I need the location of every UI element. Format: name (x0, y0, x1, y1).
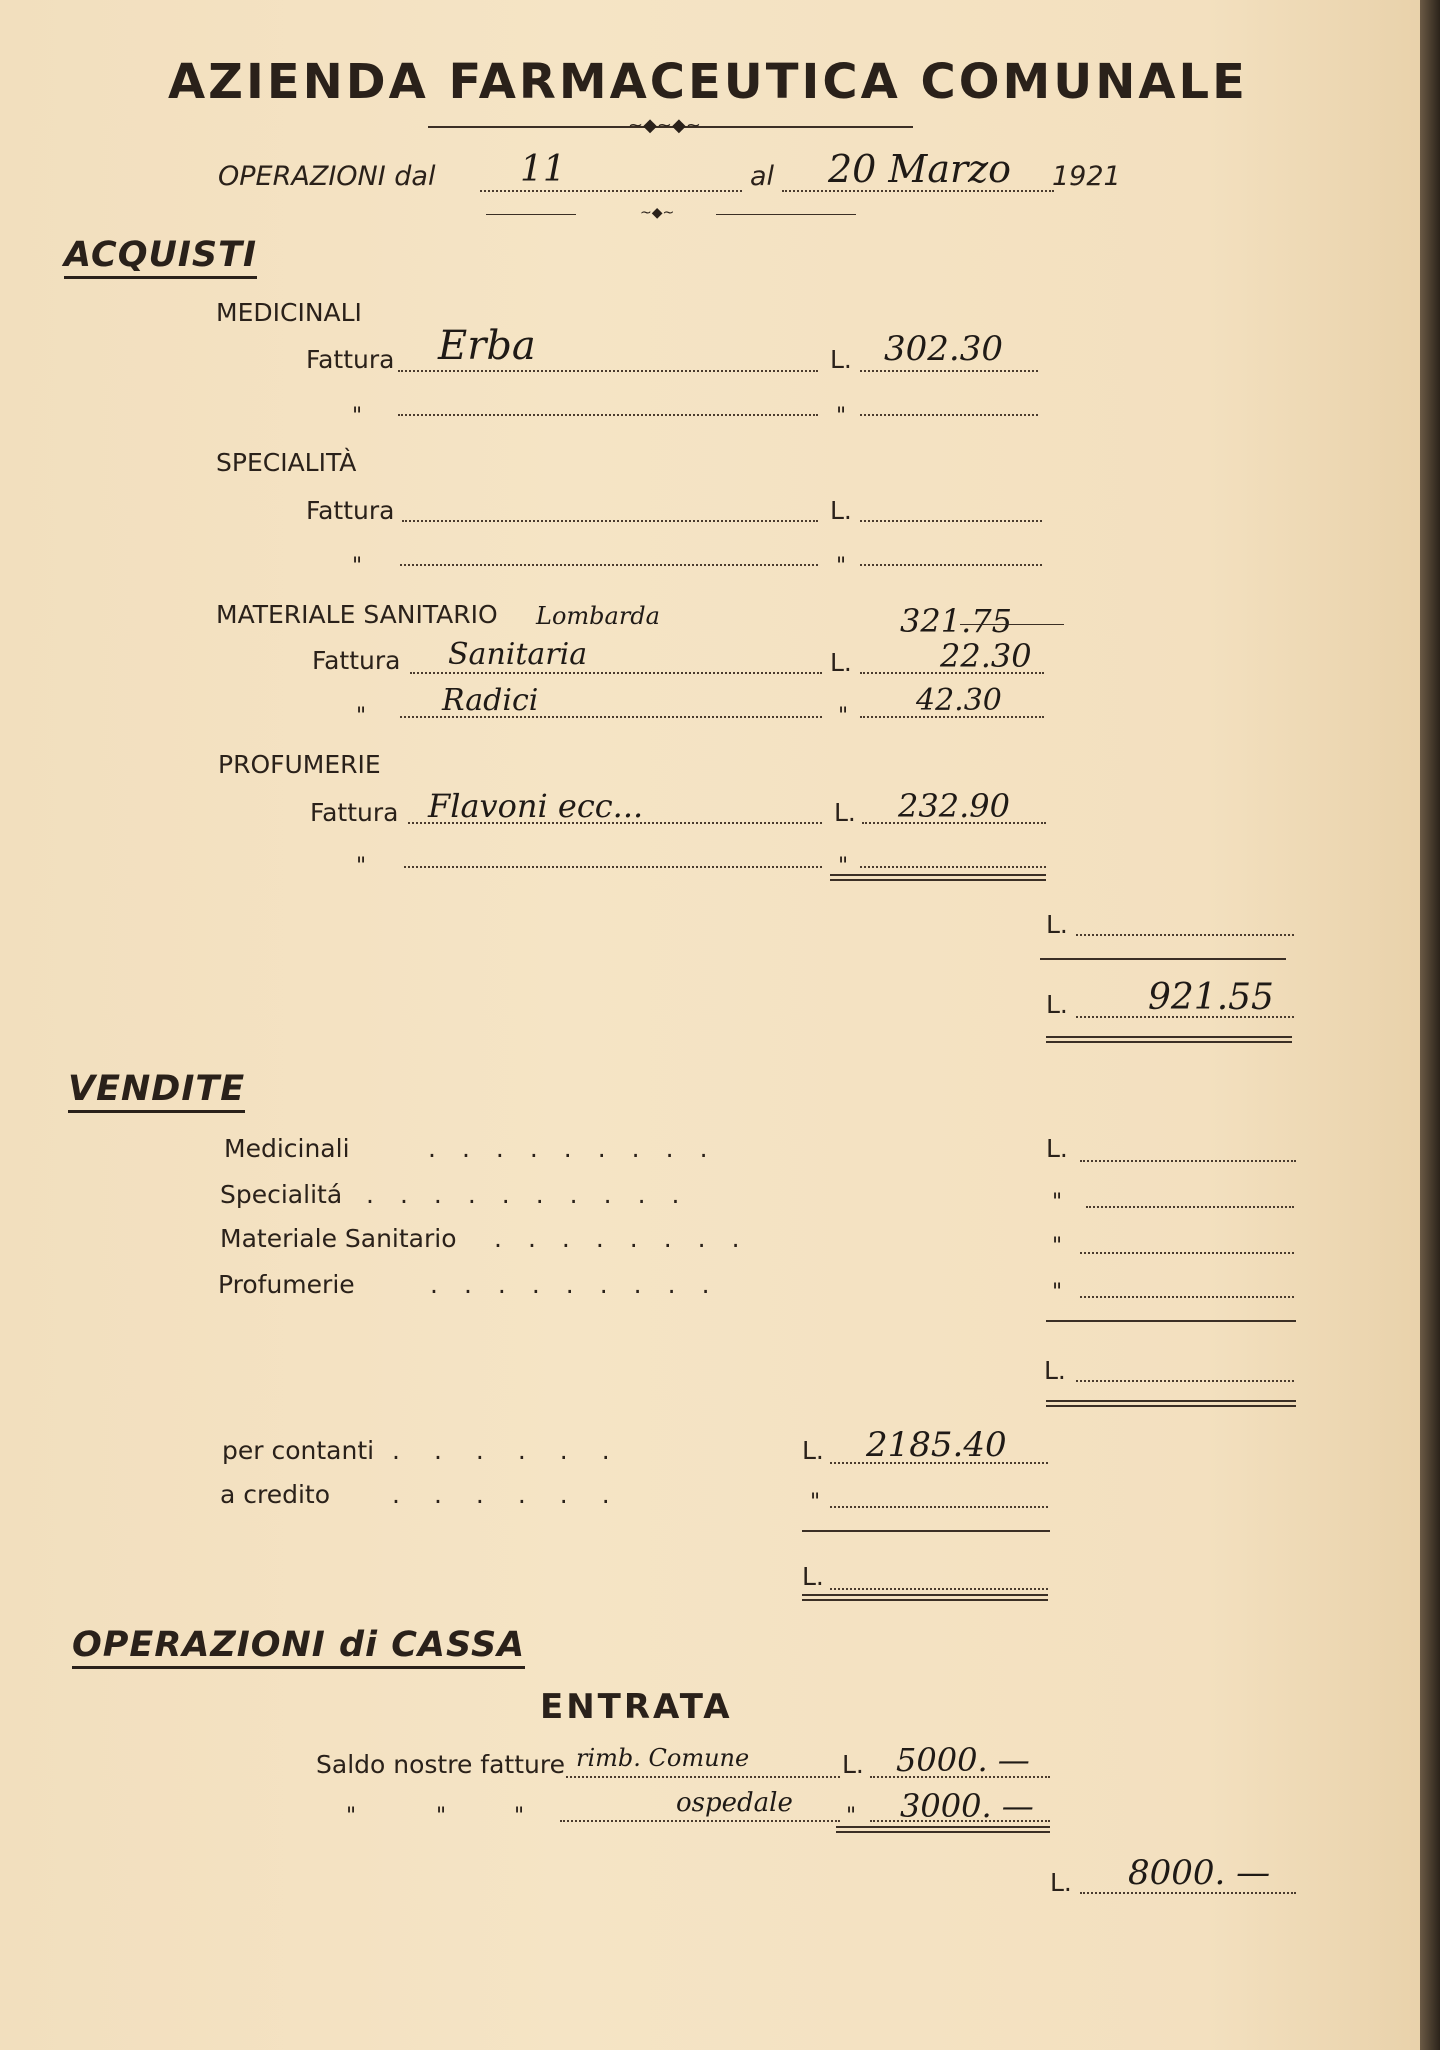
vendite-item-profumerie: Profumerie (218, 1270, 355, 1299)
ditto-mark: " (1052, 1280, 1063, 1305)
ditto-mark: " (838, 704, 849, 729)
ditto-mark: " (836, 554, 847, 579)
vendor-line (402, 520, 818, 522)
fattura-label: Fattura (310, 798, 399, 827)
vendite-cash-double-rule (802, 1594, 1048, 1601)
materiale-amount-top: 321.75 (900, 602, 1012, 640)
page-edge (1420, 0, 1440, 2050)
subtotal-line (1076, 934, 1294, 936)
materiale-vendor: Sanitaria (448, 637, 588, 672)
currency-label: L. (1044, 1356, 1066, 1385)
ditto-mark: " (356, 854, 367, 879)
cassa-heading: OPERAZIONI di CASSA (72, 1628, 525, 1669)
currency-label: L. (1046, 1134, 1068, 1163)
saldo-note-line (560, 1820, 840, 1822)
saldo-row2-amount: 3000. — (900, 1787, 1034, 1825)
ditto-mark: " (514, 1804, 525, 1829)
amount-line (860, 520, 1042, 522)
saldo-row1-note: rimb. Comune (576, 1744, 750, 1772)
currency-label: L. (834, 798, 856, 827)
currency-label: L. (830, 496, 852, 525)
ditto-mark: " (846, 1804, 857, 1829)
leader-dots: ......... (428, 1134, 734, 1163)
vendite-amount-line (1086, 1206, 1294, 1208)
year: 1921 (1052, 161, 1121, 192)
vendite-total-double-rule (1046, 1400, 1296, 1407)
ornament-glyph-2: ~◆~ (640, 205, 675, 221)
saldo-row1-amount: 5000. — (896, 1741, 1030, 1779)
currency-label: L. (830, 345, 852, 374)
leader-dots: ........ (494, 1224, 766, 1253)
currency-label: L. (1050, 1868, 1072, 1897)
ditto-mark: " (838, 854, 849, 879)
saldo-row2-note: ospedale (676, 1788, 793, 1818)
acquisti-total: 921.55 (1148, 977, 1274, 1018)
vendite-amount-line (1080, 1160, 1296, 1162)
a-credito-line (830, 1506, 1048, 1508)
acquisti-heading: ACQUISTI (64, 238, 257, 279)
fattura-label: Fattura (306, 496, 395, 525)
vendor-line (398, 414, 818, 416)
amount-line (860, 370, 1038, 372)
ornament-glyph: ~◆~◆~ (628, 115, 701, 136)
vendor-line (400, 564, 818, 566)
amount-line (860, 564, 1042, 566)
header-rule-right (716, 214, 856, 215)
dal-value: 11 (520, 149, 566, 190)
operazioni-label: OPERAZIONI dal (218, 161, 436, 192)
currency-label: L. (1046, 990, 1068, 1019)
leader-dots: ...... (392, 1480, 644, 1509)
ditto-mark: " (810, 1490, 821, 1515)
vendite-cash-rule (802, 1530, 1050, 1532)
ditto-mark: " (836, 404, 847, 429)
currency-label: L. (842, 1750, 864, 1779)
ditto-mark: " (356, 704, 367, 729)
ditto-mark: " (436, 1804, 447, 1829)
per-contanti-label: per contanti (222, 1436, 375, 1465)
fattura-label: Fattura (312, 646, 401, 675)
leader-dots: ...... (392, 1436, 644, 1465)
vendor-line (398, 370, 818, 372)
specialita-label: SPECIALITÀ (216, 448, 357, 477)
materiale-amount-2: 42.30 (916, 683, 1002, 718)
currency-label: L. (1046, 910, 1068, 939)
fattura-label: Fattura (306, 345, 395, 374)
a-credito-label: a credito (220, 1480, 331, 1509)
ditto-mark: " (352, 404, 363, 429)
entrata-heading: ENTRATA (540, 1687, 733, 1727)
header-rule-left (486, 214, 576, 215)
leader-dots: .......... (366, 1180, 706, 1209)
vendite-item-materiale: Materiale Sanitario (220, 1224, 457, 1253)
ditto-mark: " (346, 1804, 357, 1829)
vendite-total-line (1076, 1380, 1294, 1382)
vendite-item-specialita: Specialitá (220, 1180, 343, 1209)
vendor-line (410, 672, 822, 674)
currency-label: L. (802, 1436, 824, 1465)
dal-label: dal (394, 161, 436, 192)
materiale-amount-1: 22.30 (940, 637, 1032, 675)
medicinali-label: MEDICINALI (216, 298, 362, 327)
vendor-line (404, 866, 822, 868)
ditto-mark: " (352, 554, 363, 579)
ditto-mark: " (1052, 1190, 1063, 1215)
al-label: al (750, 161, 775, 192)
saldo-label: Saldo nostre fatture (316, 1750, 565, 1779)
medicinali-vendor: Erba (438, 323, 536, 369)
medicinali-amount: 302.30 (884, 329, 1003, 369)
amount-line (860, 414, 1038, 416)
document-title: AZIENDA FARMACEUTICA COMUNALE (168, 54, 1248, 110)
subtotal-rule (1040, 958, 1286, 960)
profumerie-vendor: Flavoni ecc... (428, 787, 644, 825)
acquisti-total-double-rule (1046, 1036, 1292, 1043)
vendite-item-medicinali: Medicinali (224, 1134, 350, 1163)
currency-label: L. (830, 648, 852, 677)
subtotal-double-rule (830, 874, 1046, 881)
vendite-heading: VENDITE (68, 1072, 245, 1113)
materiale-vendor-2: Radici (442, 683, 539, 718)
ditto-mark: " (1052, 1234, 1063, 1259)
vendite-rule (1046, 1320, 1296, 1322)
profumerie-amount: 232.90 (898, 787, 1010, 825)
al-value: 20 Marzo (828, 147, 1012, 191)
materiale-vendor-note: Lombarda (536, 602, 660, 630)
leader-dots: ......... (430, 1270, 736, 1299)
vendite-amount-line (1080, 1296, 1294, 1298)
currency-label: L. (802, 1562, 824, 1591)
materiale-label: MATERIALE SANITARIO (216, 600, 498, 629)
vendite-cash-total-line (830, 1588, 1048, 1590)
materiale-subtotal-stroke (960, 624, 1064, 625)
profumerie-label: PROFUMERIE (218, 750, 381, 779)
saldo-double-rule (836, 1826, 1050, 1833)
cassa-total: 8000. — (1128, 1853, 1271, 1893)
per-contanti-value: 2185.40 (866, 1425, 1007, 1465)
saldo-note-line (566, 1776, 840, 1778)
amount-line (860, 866, 1046, 868)
vendite-amount-line (1080, 1252, 1294, 1254)
dal-field-line (480, 190, 742, 192)
